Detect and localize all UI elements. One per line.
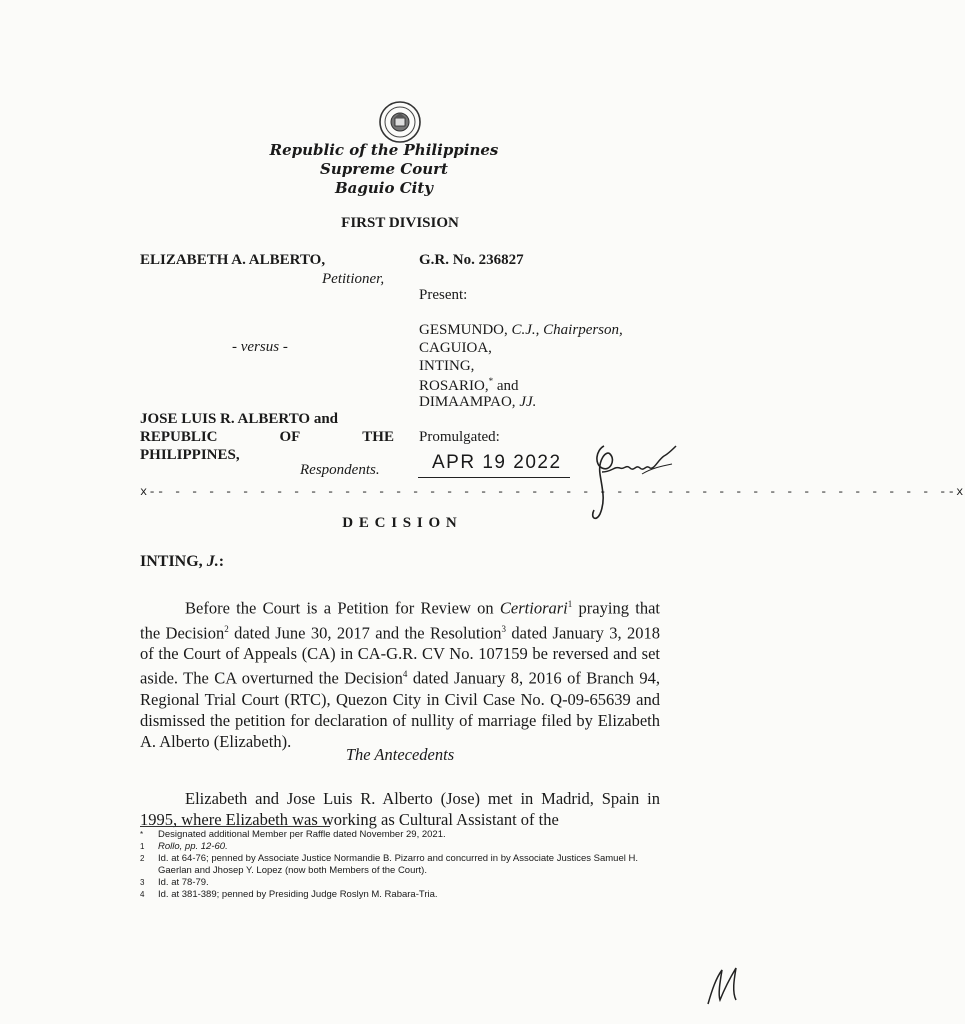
respondent-word-of: OF	[279, 429, 301, 445]
ponente: INTING, J.:	[140, 553, 225, 570]
petitioner-name: ELIZABETH A. ALBERTO,	[140, 252, 326, 268]
justice-caguioa: CAGUIOA,	[419, 340, 492, 356]
footnote-item: 4 Id. at 381-389; penned by Presiding Judge Roslyn M. Rabara-Tria.	[140, 889, 438, 900]
court-heading: Supreme Court	[320, 160, 448, 178]
justice-dimaampao: DIMAAMPAO, JJ.	[419, 394, 537, 410]
footnote-item: 3 Id. at 78-79.	[140, 877, 209, 888]
initials-signature-icon	[700, 960, 750, 1010]
city-heading: Baguio City	[335, 179, 433, 197]
republic-heading: Republic of the Philippines	[269, 141, 499, 159]
body-paragraph-1: Before the Court is a Petition for Review on Certiorari$^1$ praying that the Decision$^2$ dated June 30, 2017 and the Resolution$^3$ dated January 3, 2018 of the Court of Appeals (CA) in CA-G.R. CV No. 107159 be reversed and set aside. The CA overturned the Decision$^4$ dated January 8, 2016 of Branch 94, Regional Trial Court (RTC), Quezon City in Civil Case No. Q-09-65639 and dismissed the petition for declaration of nullity of marriage filed by Elizabeth A. Alberto (Elizabeth).	[140, 598, 660, 751]
footnote-item: * Designated additional Member per Raffle dated November 29, 2021.	[140, 829, 446, 840]
stamp-underline	[418, 477, 570, 478]
respondent-line-1: JOSE LUIS R. ALBERTO and	[140, 411, 339, 427]
decision-title: D E C I S I O N	[342, 515, 458, 531]
respondent-word-the: THE	[362, 429, 394, 445]
body-paragraph-2: Elizabeth and Jose Luis R. Alberto (Jose) met in Madrid, Spain in 1995, where Elizabeth was working as Cultural Assistant of the	[140, 789, 660, 829]
division-heading: FIRST DIVISION	[341, 215, 459, 231]
promulgation-date-stamp: APR 19 2022	[432, 452, 562, 473]
footnote-item: 1 Rollo, pp. 12-60.	[140, 841, 228, 852]
present-label: Present:	[419, 287, 468, 303]
gr-number: G.R. No. 236827	[419, 252, 524, 268]
caption-separator: x-- - - - - - - - - - - - - - - - - - - - - - - - - - - - - - - - - - - - - - - - - - - - - - --x	[140, 485, 965, 499]
justice-rosario: ROSARIO,* and	[419, 376, 519, 394]
footnotes	[140, 829, 670, 901]
section-heading: The Antecedents	[345, 745, 455, 764]
promulgated-label: Promulgated:	[419, 429, 500, 445]
footnote-item: 2 Id. at 64-76; penned by Associate Justice Normandie B. Pizarro and concurred in by Associate Justices Samuel H. Gaerlan and Jhosep Y. Lopez (now both Members of the Court).	[140, 853, 639, 876]
supreme-court-seal-icon	[378, 100, 422, 144]
justice-gesmundo: GESMUNDO, C.J., Chairperson,	[419, 322, 623, 338]
versus-label: - versus -	[232, 339, 288, 355]
respondent-word-republic: REPUBLIC	[140, 429, 218, 445]
justice-inting: INTING,	[419, 358, 475, 374]
respondent-role: Respondents.	[300, 462, 380, 478]
respondent-line-3: PHILIPPINES,	[140, 447, 240, 463]
respondent-line-2	[140, 429, 394, 446]
petitioner-role: Petitioner,	[322, 271, 385, 287]
footnote-rule	[140, 826, 330, 827]
